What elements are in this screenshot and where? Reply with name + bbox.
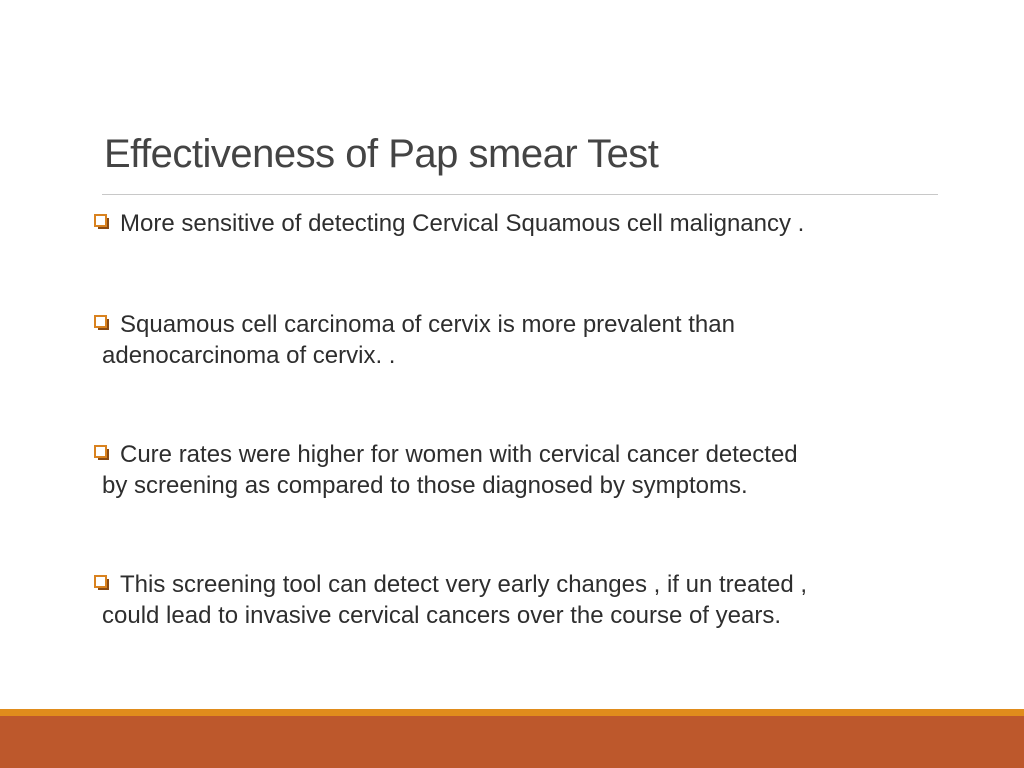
bullet-item <box>94 309 952 371</box>
bullet-text-line: Squamous cell carcinoma of cervix is more prevalent than <box>120 311 735 338</box>
bullet-item <box>94 439 952 501</box>
bullet-text-line: could lead to invasive cervical cancers over the course of years. <box>102 602 781 629</box>
bullet-text-line: More sensitive of detecting Cervical Squamous cell malignancy . <box>120 210 805 237</box>
footer-accent-stripe <box>0 709 1024 716</box>
footer-band <box>0 716 1024 768</box>
checkbox-square-icon <box>94 445 110 461</box>
checkbox-square-icon <box>94 214 110 230</box>
bullet-text-line: This screening tool can detect very early changes , if un treated , <box>120 571 808 598</box>
bullet-item <box>94 569 952 631</box>
checkbox-square-icon <box>94 575 110 591</box>
bullet-text-line: by screening as compared to those diagnosed by symptoms. <box>102 472 748 499</box>
checkbox-square-icon <box>94 315 110 331</box>
slide-title: Effectiveness of Pap smear Test <box>104 132 659 176</box>
title-divider <box>102 194 938 195</box>
bullet-item <box>94 208 952 239</box>
bullet-text-line: Cure rates were higher for women with cervical cancer detected <box>120 441 798 468</box>
bullet-text-line: adenocarcinoma of cervix. . <box>102 342 396 369</box>
